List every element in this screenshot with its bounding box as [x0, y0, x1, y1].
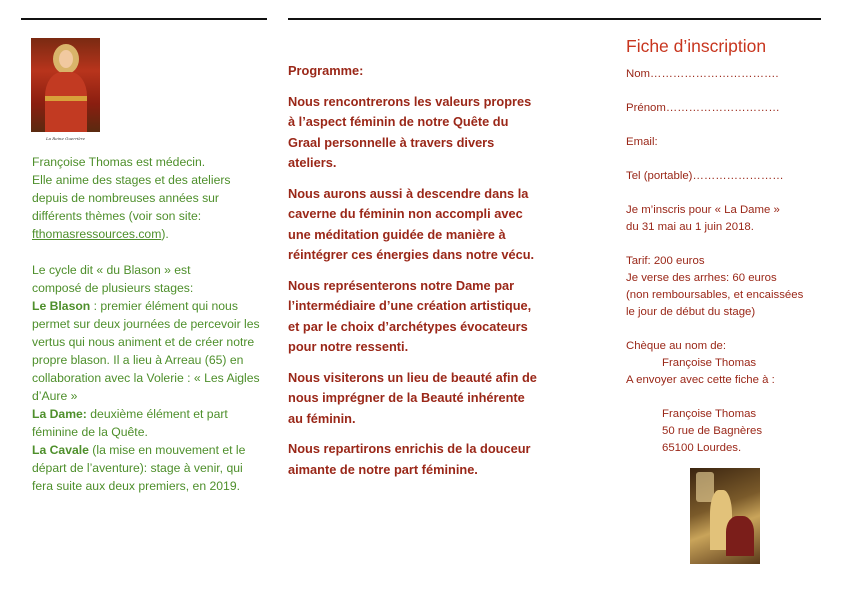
site-after: ).: [161, 227, 169, 241]
nom-field[interactable]: Nom…………………………….: [626, 68, 779, 80]
cavale-paragraph: [32, 441, 260, 495]
bio-line: Elle anime des stages et des ateliers: [32, 173, 231, 187]
address-line: 50 rue de Bagnères: [662, 425, 763, 437]
address-line: 65100 Lourdes.: [662, 442, 742, 454]
cheque-line: Chèque au nom de:: [626, 340, 727, 352]
address-line: Françoise Thomas: [662, 408, 757, 420]
cycle-line: composé de plusieurs stages:: [32, 281, 194, 295]
cavale-label: La Cavale: [32, 443, 89, 457]
blason-paragraph: [32, 297, 260, 405]
inscription-dates: du 31 mai au 1 juin 2018.: [626, 221, 754, 233]
inscription-line: Je m’inscris pour « La Dame »: [626, 204, 780, 216]
blason-text: : premier élément qui nous permet sur deux journées de percevoir les vertus qui nous animent et de créer notre propre blason. Il a lieu à Arreau (65) en collaboration avec la Volerie : « Les Aigles d’Aure »: [32, 299, 260, 403]
cavale-text: (la mise en mouvement et le départ de l’aventure): stage à venir, qui fera suite aux deux premiers, en 2019.: [32, 443, 246, 493]
bio-line: différents thèmes (voir son site:: [32, 209, 202, 223]
arrhes-note: le jour de début du stage): [626, 306, 756, 318]
send-line: A envoyer avec cette fiche à :: [626, 374, 775, 386]
programme-paragraph: Nous visiterons un lieu de beauté afin de nous imprégner de la Beauté inhérente au féminin.: [288, 369, 537, 426]
tarif-line: Tarif: 200 euros: [626, 255, 705, 267]
portrait-caption: La Reine Guerrière: [45, 136, 86, 141]
tel-field[interactable]: Tel (portable)……………………: [626, 170, 784, 182]
form-title: Fiche d’inscription: [626, 36, 767, 56]
arrhes-line: Je verse des arrhes: 60 euros: [626, 272, 777, 284]
dame-paragraph: [32, 405, 260, 441]
top-rule-left: [21, 18, 267, 20]
cycle-line: Le cycle dit « du Blason » est: [32, 263, 191, 277]
programme-paragraph: Nous représenterons notre Dame par l’intermédiaire d’une création artistique, et par le choix d’archétypes évocateurs pour notre ressenti.: [288, 277, 532, 354]
portrait-image: [31, 38, 100, 132]
bio-line: depuis de nombreuses années sur: [32, 191, 219, 205]
site-line: [32, 225, 260, 243]
programme-heading: Programme:: [288, 63, 364, 78]
programme-paragraph: Nous repartirons enrichis de la douceur aimante de notre part féminine.: [288, 441, 531, 477]
bio-column: [32, 153, 260, 495]
programme-column: [288, 61, 538, 490]
dame-text: deuxième élément et part féminine de la Quête.: [32, 407, 228, 439]
blason-label: Le Blason: [32, 299, 91, 313]
programme-paragraph: Nous aurons aussi à descendre dans la caverne du féminin non accompli avec une méditation guidée de manière à réintégrer ces énergies dans notre vécu.: [288, 185, 535, 262]
site-link[interactable]: fthomasressources.com: [32, 227, 162, 241]
programme-paragraph: Nous rencontrerons les valeurs propres à l’aspect féminin de notre Quête du Graal personnelle à travers divers ateliers.: [288, 93, 532, 170]
dame-label: La Dame:: [32, 407, 87, 421]
email-field[interactable]: Email:: [626, 136, 658, 148]
top-rule-right: [288, 18, 821, 20]
registration-form: [626, 34, 826, 457]
bio-line: Françoise Thomas est médecin.: [32, 155, 206, 169]
painting-image: [690, 468, 760, 564]
arrhes-note: (non remboursables, et encaissées: [626, 289, 804, 301]
prenom-field[interactable]: Prénom…………………………: [626, 102, 780, 114]
cheque-payee: Françoise Thomas: [662, 357, 757, 369]
